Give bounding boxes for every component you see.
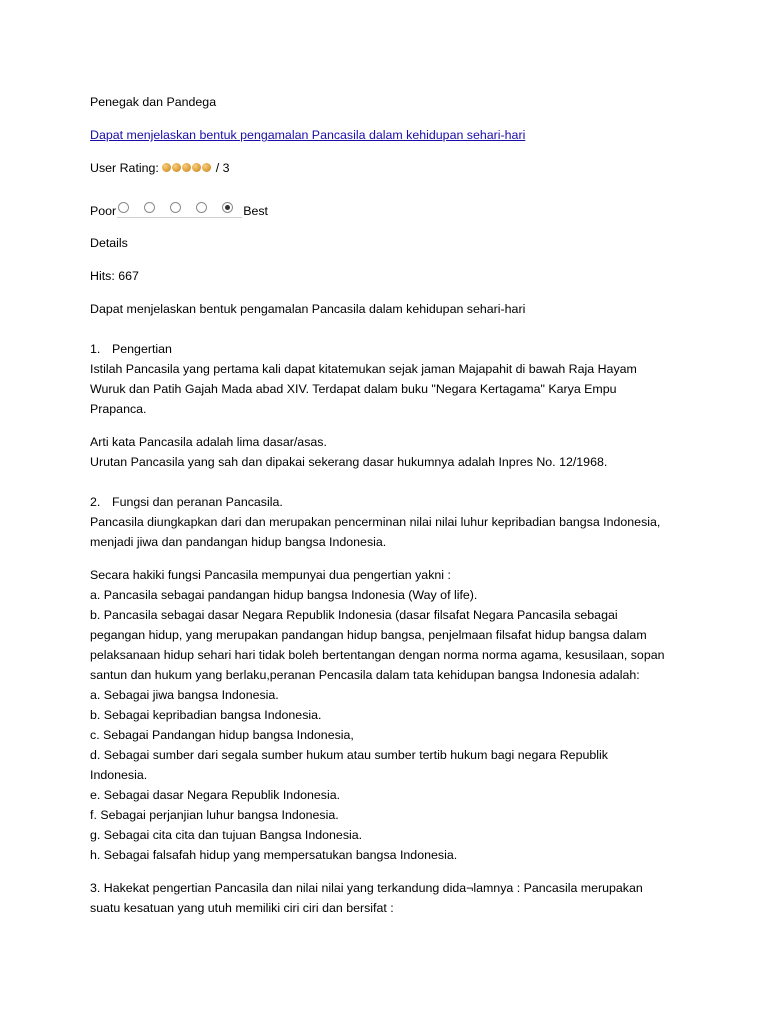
list-item: c. Sebagai Pandangan hidup bangsa Indonesia, [90,728,354,742]
s2-text: menjadi jiwa dan pandangan hidup bangsa Indonesia. [90,535,387,549]
rating-star-icon [172,163,181,172]
s2-text: Secara hakiki fungsi Pancasila mempunyai dua pengertian yakni : [90,568,451,582]
user-rating [90,160,230,176]
s1-text: Urutan Pancasila yang sah dan dipakai sekerang dasar hukumnya adalah Inpres No. 12/1968. [90,455,608,469]
s2-text: santun dan hukum yang berlaku,peranan Pencasila dalam tata kehidupan bangsa Indonesia adalah: [90,668,640,682]
s2-text: pegangan hidup, yang merupakan pandangan hidup bangsa, penjelmaan filsafat hidup bangsa dalam [90,628,647,642]
poor-label: Poor [90,204,117,218]
s3-text: suatu kesatuan yang utuh memiliki ciri ciri dan bersifat : [90,901,394,915]
rating-radio-5[interactable] [222,202,233,213]
s2-text: Pancasila diungkapkan dari dan merupakan pencerminan nilai nilai luhur kepribadian bangsa Indonesia, [90,515,661,529]
rating-star-icon [182,163,191,172]
rating-star-icon [192,163,201,172]
section-2-title: Fungsi dan peranan Pancasila. [112,495,283,509]
radio-underline [117,217,242,218]
rating-radio-1[interactable] [118,202,129,213]
rating-radio-4[interactable] [196,202,207,213]
article-title-link[interactable]: Dapat menjelaskan bentuk pengamalan Pancasila dalam kehidupan sehari-hari [90,128,526,142]
rating-stars [162,161,212,175]
list-item: b. Sebagai kepribadian bangsa Indonesia. [90,708,322,722]
s2-text: pelaksanaan hidup sehari hari tidak boleh bertentangan dengan norma norma agama, kesusilaan, sopan [90,648,665,662]
best-label: Best [243,204,268,218]
rating-star-icon [202,163,211,172]
list-item: Indonesia. [90,768,148,782]
section-1-number: 1. [90,342,101,356]
s1-text: Prapanca. [90,402,147,416]
section-1-heading [90,341,172,357]
rating-star-icon [162,163,171,172]
details-label: Details [90,236,128,250]
rating-radio-group [117,202,242,220]
list-item: a. Pancasila sebagai pandangan hidup bangsa Indonesia (Way of life). [90,588,478,602]
list-item: h. Sebagai falsafah hidup yang mempersatukan bangsa Indonesia. [90,848,458,862]
section-2-heading [90,494,283,510]
list-item: b. Pancasila sebagai dasar Negara Republik Indonesia (dasar filsafat Negara Pancasila sebagai [90,608,618,622]
s1-text: Istilah Pancasila yang pertama kali dapat kitatemukan sejak jaman Majapahit di bawah Raja Hayam [90,362,637,376]
intro-heading: Dapat menjelaskan bentuk pengamalan Pancasila dalam kehidupan sehari-hari [90,302,526,316]
section-1-title: Pengertian [112,342,172,356]
user-rating-label: User Rating: [90,161,159,175]
list-item: g. Sebagai cita cita dan tujuan Bangsa Indonesia. [90,828,363,842]
list-item: d. Sebagai sumber dari segala sumber hukum atau sumber tertib hukum bagi negara Republik [90,748,608,762]
list-item: f. Sebagai perjanjian luhur bangsa Indonesia. [90,808,339,822]
list-item: e. Sebagai dasar Negara Republik Indonesia. [90,788,341,802]
rating-radio-3[interactable] [170,202,181,213]
hits-count: Hits: 667 [90,269,139,283]
rating-value: / 3 [215,161,230,175]
section-2-number: 2. [90,495,101,509]
list-item: a. Sebagai jiwa bangsa Indonesia. [90,688,279,702]
section-3-heading: 3. Hakekat pengertian Pancasila dan nilai nilai yang terkandung dida¬lamnya : Pancasila merupakan [90,881,643,895]
s1-text: Wuruk dan Patih Gajah Mada abad XIV. Terdapat dalam buku "Negara Kertagama" Karya Empu [90,382,617,396]
rating-form [90,202,268,220]
rating-radio-2[interactable] [144,202,155,213]
s1-text: Arti kata Pancasila adalah lima dasar/asas. [90,435,327,449]
category-title: Penegak dan Pandega [90,95,217,109]
